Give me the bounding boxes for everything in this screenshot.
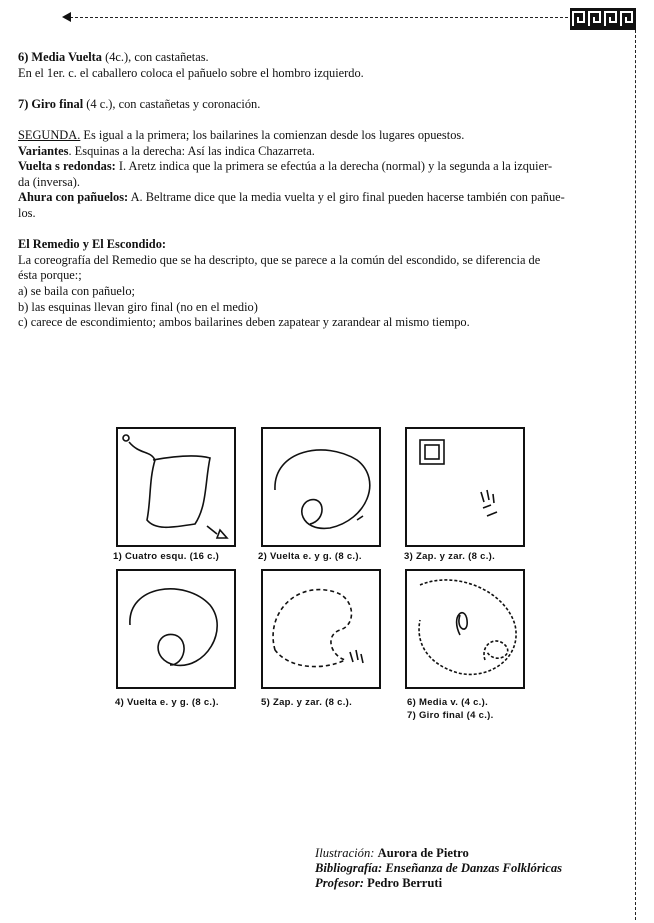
- diagram-caption: 1) Cuatro esqu. (16 c.): [113, 551, 220, 562]
- variantes-label: Variantes: [18, 143, 69, 158]
- arrow-left-icon: [62, 12, 71, 22]
- paragraph-remedio-escondido: El Remedio y El Escondido: La coreografía del Remedio que se ha descripto, que se parece a la común del escondido, se diferencia de ésta porque:; a) se baila con pañuelo; b) las esquinas llevan giro final (no en el medio) c) carece de escondimiento; ambos bailarines deben zapatear y zarandear al mismo tiempo.: [18, 237, 541, 330]
- diagram-frame-1: [117, 428, 235, 546]
- right-dashed-border: [635, 30, 636, 920]
- paragraph-giro-final: 7) Giro final (4 c.), con castañetas y coronación.: [18, 96, 261, 111]
- greca-ornament-icon: [570, 8, 636, 30]
- paragraph-media-vuelta: 6) Media Vuelta (4c.), con castañetas. En el 1er. c. el caballero coloca el pañuelo sobre el hombro izquierdo.: [18, 50, 364, 80]
- section-heading: El Remedio y El Escondido:: [18, 237, 167, 252]
- diagram-caption: 6) Media v. (4 c.).: [407, 697, 489, 708]
- document-body: [18, 50, 622, 331]
- choreography-diagrams: [95, 420, 535, 725]
- list-item: b) las esquinas llevan giro final (no en el medio): [18, 299, 258, 314]
- diagram-frame-3: [406, 428, 524, 546]
- diagram-caption: 2) Vuelta e. y g. (8 c.).: [258, 551, 362, 562]
- list-item: c) carece de escondimiento; ambos bailarines deben zapatear y zarandear al mismo tiempo.: [18, 315, 470, 330]
- diagram-caption: 4) Vuelta e. y g. (8 c.).: [115, 697, 219, 708]
- credits-block: [315, 846, 562, 891]
- professor-credit: Profesor: Pedro Berruti: [315, 876, 443, 890]
- diagram-caption: 5) Zap. y zar. (8 c.).: [261, 697, 353, 708]
- step-title: 7) Giro final: [18, 96, 84, 111]
- diagram-frame-5: [262, 570, 380, 688]
- vueltas-label: Vuelta s redondas:: [18, 159, 116, 174]
- ahura-label: Ahura con pañuelos:: [18, 190, 129, 205]
- paragraph-segunda: SEGUNDA. Es igual a la primera; los bailarines la comienzan desde los lugares opuestos. Variantes. Esquinas a la derecha: Así las indica Chazarreta. Vuelta s redondas: I. Aretz indica que la primera se efectúa a la derecha (normal) y la segunda a la izquier- da (inversa). Ahura con pañuelos: A. Beltrame dice que la media vuelta y el giro final pueden hacerse también con pañue- los.: [18, 127, 565, 220]
- list-item: a) se baila con pañuelo;: [18, 283, 135, 298]
- step-title: 6) Media Vuelta: [18, 50, 102, 64]
- diagram-drawings: [95, 420, 535, 725]
- illustration-credit: Ilustración: Aurora de Pietro: [315, 846, 469, 860]
- segunda-label: SEGUNDA.: [18, 127, 81, 142]
- diagram-caption: 3) Zap. y zar. (8 c.).: [404, 551, 496, 562]
- top-dashed-border: [70, 17, 568, 18]
- diagram-caption: 7) Giro final (4 c.).: [407, 710, 494, 721]
- bibliography-credit: Bibliografía: Enseñanza de Danzas Folklóricas: [315, 861, 563, 875]
- step-description: En el 1er. c. el caballero coloca el pañuelo sobre el hombro izquierdo.: [18, 65, 364, 80]
